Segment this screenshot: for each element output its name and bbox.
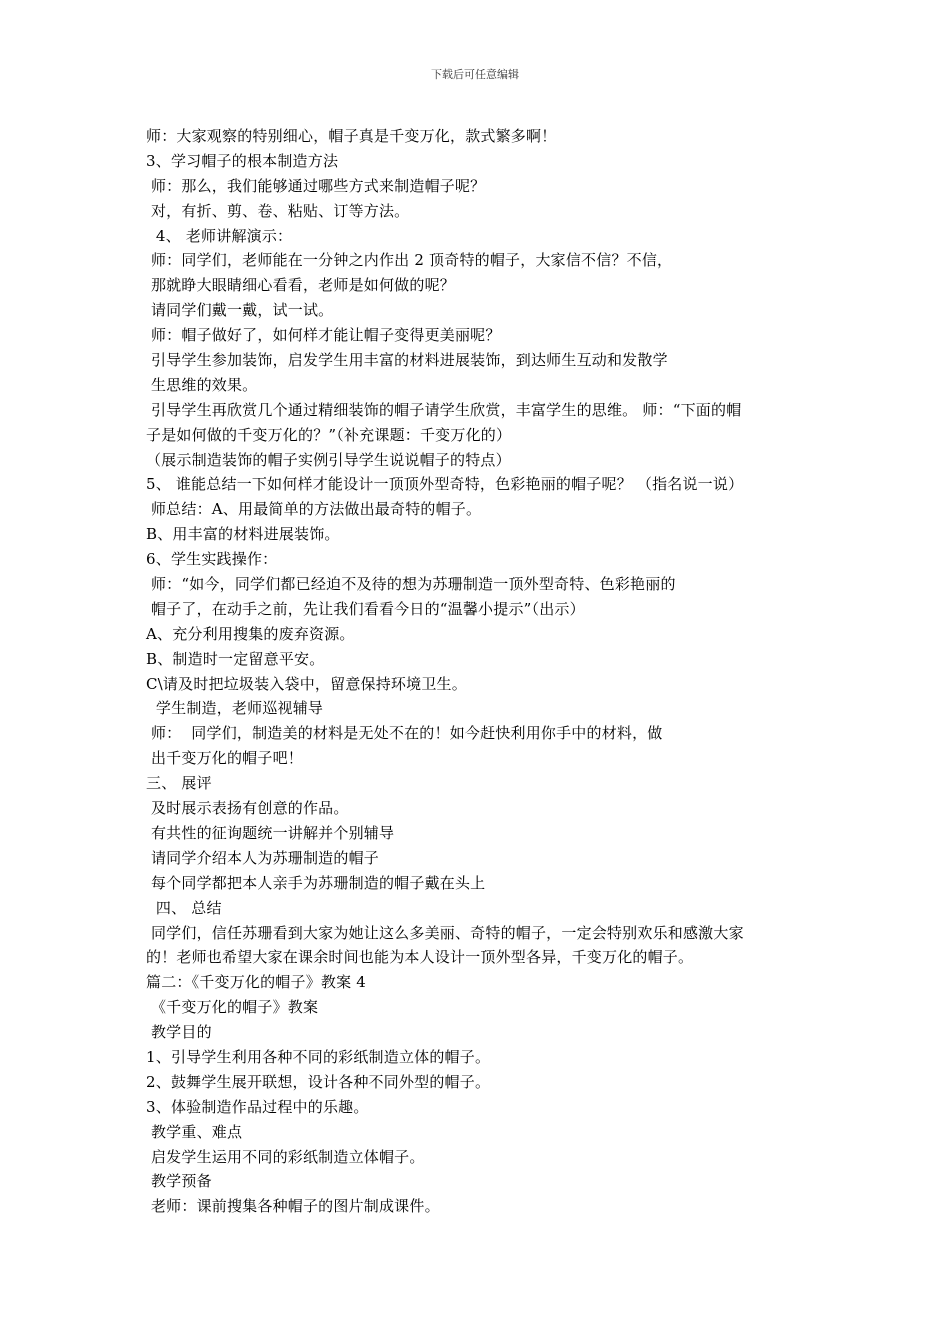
text-line: （展示制造装饰的帽子实例引导学生说说帽子的特点） [146, 450, 511, 469]
text-line: B、制造时一定留意平安。 [146, 649, 325, 668]
page-header: 下载后可任意编辑 [431, 68, 519, 81]
text-line: 老师：课前搜集各种帽子的图片制成课件。 [146, 1197, 440, 1216]
text-line: 四、 总结 [146, 898, 222, 917]
text-line: 师：“如今，同学们都已经迫不及待的想为苏珊制造一顶外型奇特、色彩艳丽的 [146, 575, 676, 594]
text-line: 生思维的效果。 [146, 375, 258, 394]
text-line: 及时展示表扬有创意的作品。 [146, 799, 349, 818]
text-line: 的！老师也希望大家在课余时间也能为本人设计一顶外型各异，千变万化的帽子。 [146, 948, 694, 967]
text-line: 有共性的征询题统一讲解并个别辅导 [146, 823, 395, 842]
text-line: 启发学生运用不同的彩纸制造立体帽子。 [146, 1147, 425, 1166]
text-line: 学生制造，老师巡视辅导 [146, 699, 324, 718]
text-line: 《千变万化的帽子》教案 [146, 998, 319, 1017]
text-line: 请同学们戴一戴，试一试。 [146, 301, 334, 320]
text-line: 对，有折、剪、卷、粘贴、订等方法。 [146, 201, 410, 220]
text-line: 篇二：《千变万化的帽子》教案 4 [146, 973, 367, 992]
text-line: 师：同学们，老师能在一分钟之内作出 2 顶奇特的帽子，大家信不信？不信， [146, 251, 673, 270]
text-line: 教学目的 [146, 1023, 212, 1042]
text-line: 师：那么，我们能够通过哪些方式来制造帽子呢？ [146, 176, 486, 195]
text-line: 那就睁大眼睛细心看看，老师是如何做的呢？ [146, 276, 455, 295]
text-line: 请同学介绍本人为苏珊制造的帽子 [146, 848, 379, 867]
text-line: 子是如何做的千变万化的？”（补充课题：千变万化的） [146, 425, 512, 444]
text-line: C\请及时把垃圾装入袋中，留意保持环境卫生。 [146, 674, 467, 693]
text-line: 引导学生参加装饰，启发学生用丰富的材料进展装饰，到达师生互动和发散学 [146, 351, 668, 370]
text-line: 师： 同学们，制造美的材料是无处不在的！如今赶快利用你手中的材料，做 [146, 724, 663, 743]
text-line: 3、学习帽子的根本制造方法 [146, 151, 339, 170]
document-body [146, 124, 814, 1219]
text-line: 教学重、难点 [146, 1122, 243, 1141]
text-line: 1、引导学生利用各种不同的彩纸制造立体的帽子。 [146, 1047, 491, 1066]
text-line: 同学们，信任苏珊看到大家为她让这么多美丽、奇特的帽子，一定会特别欢乐和感激大家 [146, 923, 744, 942]
text-line: 教学预备 [146, 1172, 212, 1191]
text-line: A、充分利用搜集的废弃资源。 [146, 624, 355, 643]
text-line: 2、鼓舞学生展开联想，设计各种不同外型的帽子。 [146, 1072, 491, 1091]
text-line: B、用丰富的材料进展装饰。 [146, 525, 340, 544]
text-line: 帽子了，在动手之前，先让我们看看今日的“温馨小提示”（出示） [146, 599, 585, 618]
text-line: 6、学生实践操作： [146, 550, 278, 569]
text-line: 三、 展评 [146, 774, 212, 793]
text-line: 引导学生再欣赏几个通过精细装饰的帽子请学生欣赏，丰富学生的思维。 师：“下面的帽 [146, 400, 742, 419]
text-line: 5、 谁能总结一下如何样才能设计一顶顶外型奇特，色彩艳丽的帽子呢？ （指名说一说） [146, 475, 744, 494]
text-line: 师：大家观察的特别细心，帽子真是千变万化，款式繁多啊！ [146, 127, 557, 145]
text-line: 出千变万化的帽子吧！ [146, 749, 303, 768]
text-line: 每个同学都把本人亲手为苏珊制造的帽子戴在头上 [146, 873, 486, 892]
text-line: 3、体验制造作品过程中的乐趣。 [146, 1097, 369, 1116]
text-line: 师总结：A、用最简单的方法做出最奇特的帽子。 [146, 500, 482, 519]
text-line: 4、 老师讲解演示： [146, 226, 293, 245]
text-line: 师：帽子做好了，如何样才能让帽子变得更美丽呢？ [146, 326, 501, 345]
